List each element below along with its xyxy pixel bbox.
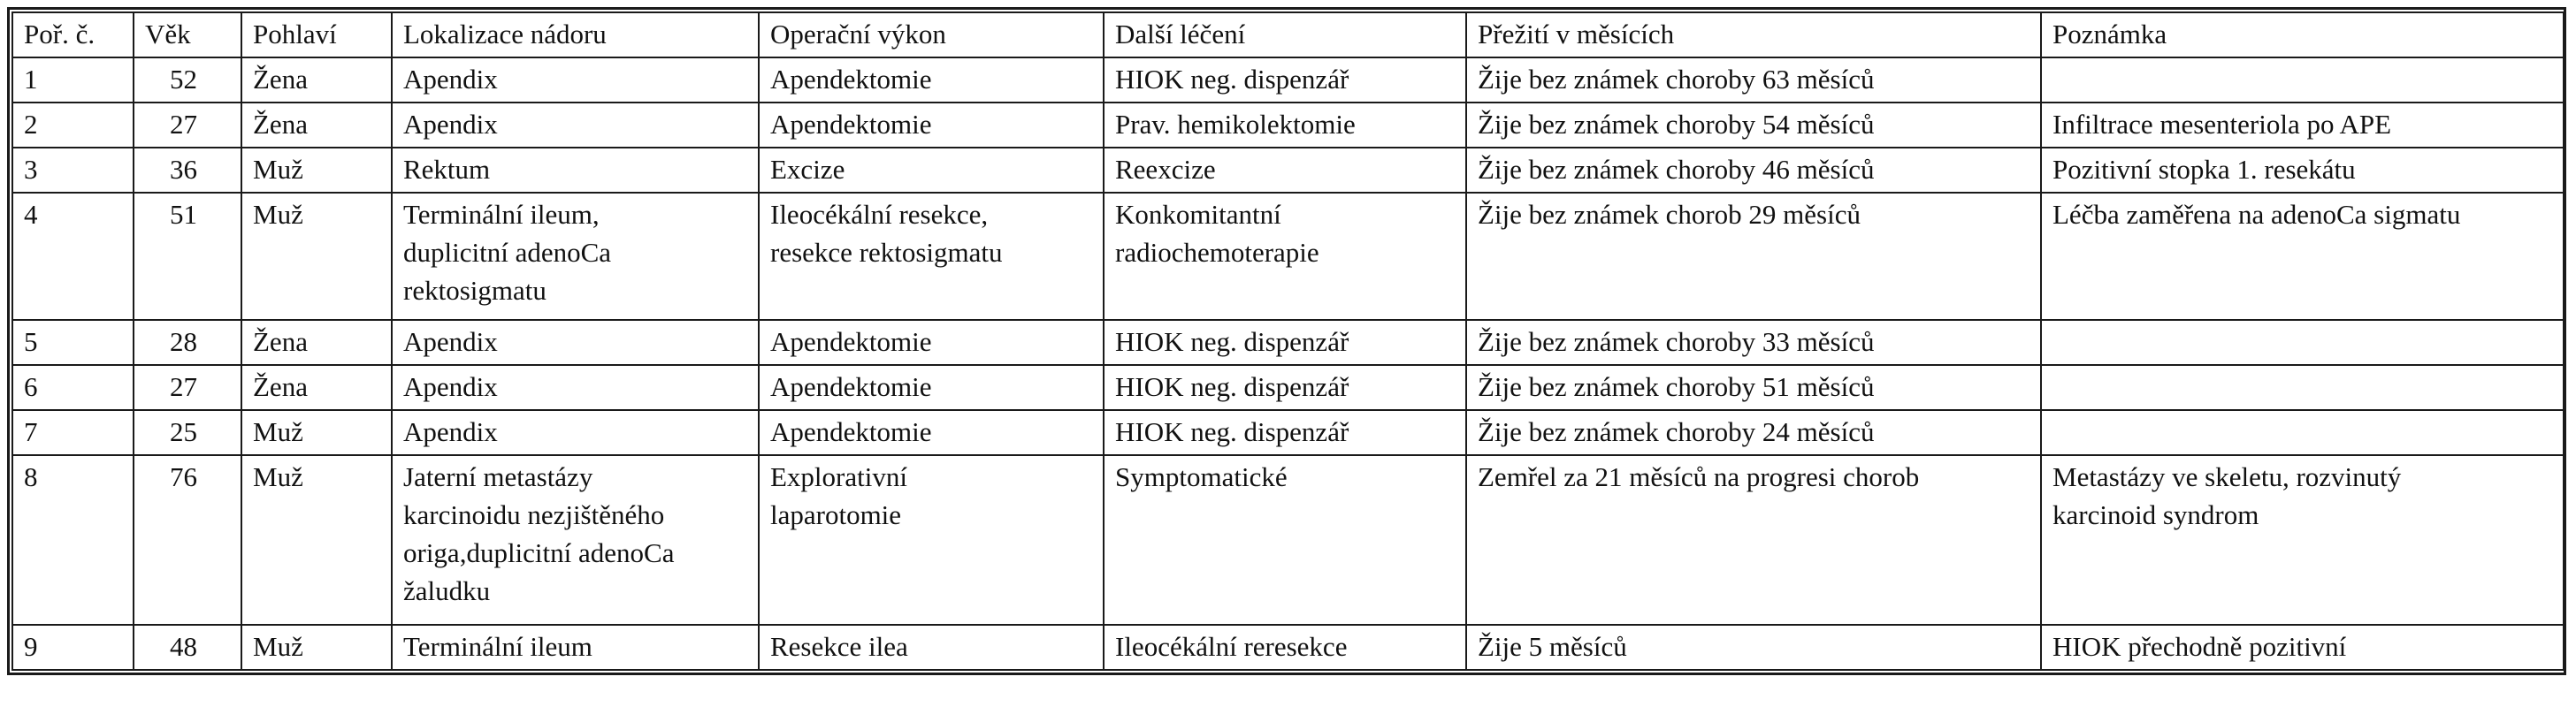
cell-survival: Žije bez známek choroby 54 měsíců	[1466, 103, 2041, 148]
cell-survival: Žije bez známek choroby 46 měsíců	[1466, 148, 2041, 193]
cell-survival: Žije bez známek choroby 24 měsíců	[1466, 410, 2041, 455]
cell-surgery: Ileocékální resekce, resekce rektosigmatu	[759, 193, 1104, 320]
cell-note	[2041, 57, 2564, 103]
table-frame	[7, 7, 2566, 675]
patient-table	[11, 11, 2565, 671]
cell-order: 1	[12, 57, 134, 103]
cell-sex: Muž	[241, 193, 392, 320]
cell-sex: Žena	[241, 320, 392, 365]
table-row	[12, 410, 2564, 455]
cell-age: 27	[134, 365, 241, 410]
header-cell-further-treatment: Další léčení	[1104, 12, 1466, 57]
cell-note	[2041, 320, 2564, 365]
cell-surgery: Explorativní laparotomie	[759, 455, 1104, 625]
cell-surgery: Apendektomie	[759, 320, 1104, 365]
cell-age: 48	[134, 625, 241, 670]
cell-age: 76	[134, 455, 241, 625]
cell-further-treatment: Symptomatické	[1104, 455, 1466, 625]
cell-age: 27	[134, 103, 241, 148]
cell-sex: Žena	[241, 103, 392, 148]
header-cell-order: Poř. č.	[12, 12, 134, 57]
cell-tumor-location: Rektum	[392, 148, 759, 193]
cell-surgery: Apendektomie	[759, 57, 1104, 103]
cell-note	[2041, 365, 2564, 410]
cell-survival: Žije bez známek choroby 33 měsíců	[1466, 320, 2041, 365]
cell-tumor-location: Apendix	[392, 410, 759, 455]
cell-survival: Žije bez známek choroby 51 měsíců	[1466, 365, 2041, 410]
header-cell-note: Poznámka	[2041, 12, 2564, 57]
cell-sex: Žena	[241, 365, 392, 410]
cell-further-treatment: HIOK neg. dispenzář	[1104, 320, 1466, 365]
table-row	[12, 365, 2564, 410]
cell-age: 28	[134, 320, 241, 365]
table-row	[12, 193, 2564, 320]
cell-age: 52	[134, 57, 241, 103]
cell-further-treatment: HIOK neg. dispenzář	[1104, 410, 1466, 455]
cell-tumor-location: Apendix	[392, 365, 759, 410]
cell-tumor-location: Apendix	[392, 320, 759, 365]
cell-order: 4	[12, 193, 134, 320]
cell-further-treatment: Prav. hemikolektomie	[1104, 103, 1466, 148]
table-row	[12, 625, 2564, 670]
cell-sex: Muž	[241, 455, 392, 625]
cell-sex: Muž	[241, 148, 392, 193]
cell-surgery: Resekce ilea	[759, 625, 1104, 670]
table-row	[12, 148, 2564, 193]
cell-note: Léčba zaměřena na adenoCa sigmatu	[2041, 193, 2564, 320]
cell-sex: Muž	[241, 410, 392, 455]
cell-survival: Žije bez známek chorob 29 měsíců	[1466, 193, 2041, 320]
cell-further-treatment: Reexcize	[1104, 148, 1466, 193]
cell-order: 6	[12, 365, 134, 410]
cell-order: 3	[12, 148, 134, 193]
cell-note: Metastázy ve skeletu, rozvinutý karcinoid syndrom	[2041, 455, 2564, 625]
cell-age: 51	[134, 193, 241, 320]
cell-tumor-location: Apendix	[392, 57, 759, 103]
cell-further-treatment: HIOK neg. dispenzář	[1104, 365, 1466, 410]
cell-further-treatment: HIOK neg. dispenzář	[1104, 57, 1466, 103]
cell-sex: Muž	[241, 625, 392, 670]
cell-order: 5	[12, 320, 134, 365]
table-row	[12, 57, 2564, 103]
table-row	[12, 320, 2564, 365]
cell-survival: Zemřel za 21 měsíců na progresi chorob	[1466, 455, 2041, 625]
cell-order: 7	[12, 410, 134, 455]
cell-survival: Žije 5 měsíců	[1466, 625, 2041, 670]
cell-tumor-location: Terminální ileum, duplicitní adenoCa rektosigmatu	[392, 193, 759, 320]
cell-surgery: Apendektomie	[759, 103, 1104, 148]
header-cell-tumor-location: Lokalizace nádoru	[392, 12, 759, 57]
cell-order: 2	[12, 103, 134, 148]
cell-order: 9	[12, 625, 134, 670]
cell-age: 25	[134, 410, 241, 455]
cell-surgery: Excize	[759, 148, 1104, 193]
cell-sex: Žena	[241, 57, 392, 103]
cell-order: 8	[12, 455, 134, 625]
header-cell-surgery: Operační výkon	[759, 12, 1104, 57]
cell-survival: Žije bez známek choroby 63 měsíců	[1466, 57, 2041, 103]
header-cell-sex: Pohlaví	[241, 12, 392, 57]
cell-age: 36	[134, 148, 241, 193]
cell-surgery: Apendektomie	[759, 365, 1104, 410]
cell-tumor-location: Jaterní metastázy karcinoidu nezjištěného origa,duplicitní adenoCa žaludku	[392, 455, 759, 625]
cell-note: Pozitivní stopka 1. resekátu	[2041, 148, 2564, 193]
header-cell-survival: Přežití v měsících	[1466, 12, 2041, 57]
header-cell-age: Věk	[134, 12, 241, 57]
table-row	[12, 455, 2564, 625]
header-row	[12, 12, 2564, 57]
cell-surgery: Apendektomie	[759, 410, 1104, 455]
table-row	[12, 103, 2564, 148]
cell-note: Infiltrace mesenteriola po APE	[2041, 103, 2564, 148]
cell-note: HIOK přechodně pozitivní	[2041, 625, 2564, 670]
cell-further-treatment: Konkomitantní radiochemoterapie	[1104, 193, 1466, 320]
cell-tumor-location: Terminální ileum	[392, 625, 759, 670]
cell-further-treatment: Ileocékální reresekce	[1104, 625, 1466, 670]
cell-note	[2041, 410, 2564, 455]
cell-tumor-location: Apendix	[392, 103, 759, 148]
